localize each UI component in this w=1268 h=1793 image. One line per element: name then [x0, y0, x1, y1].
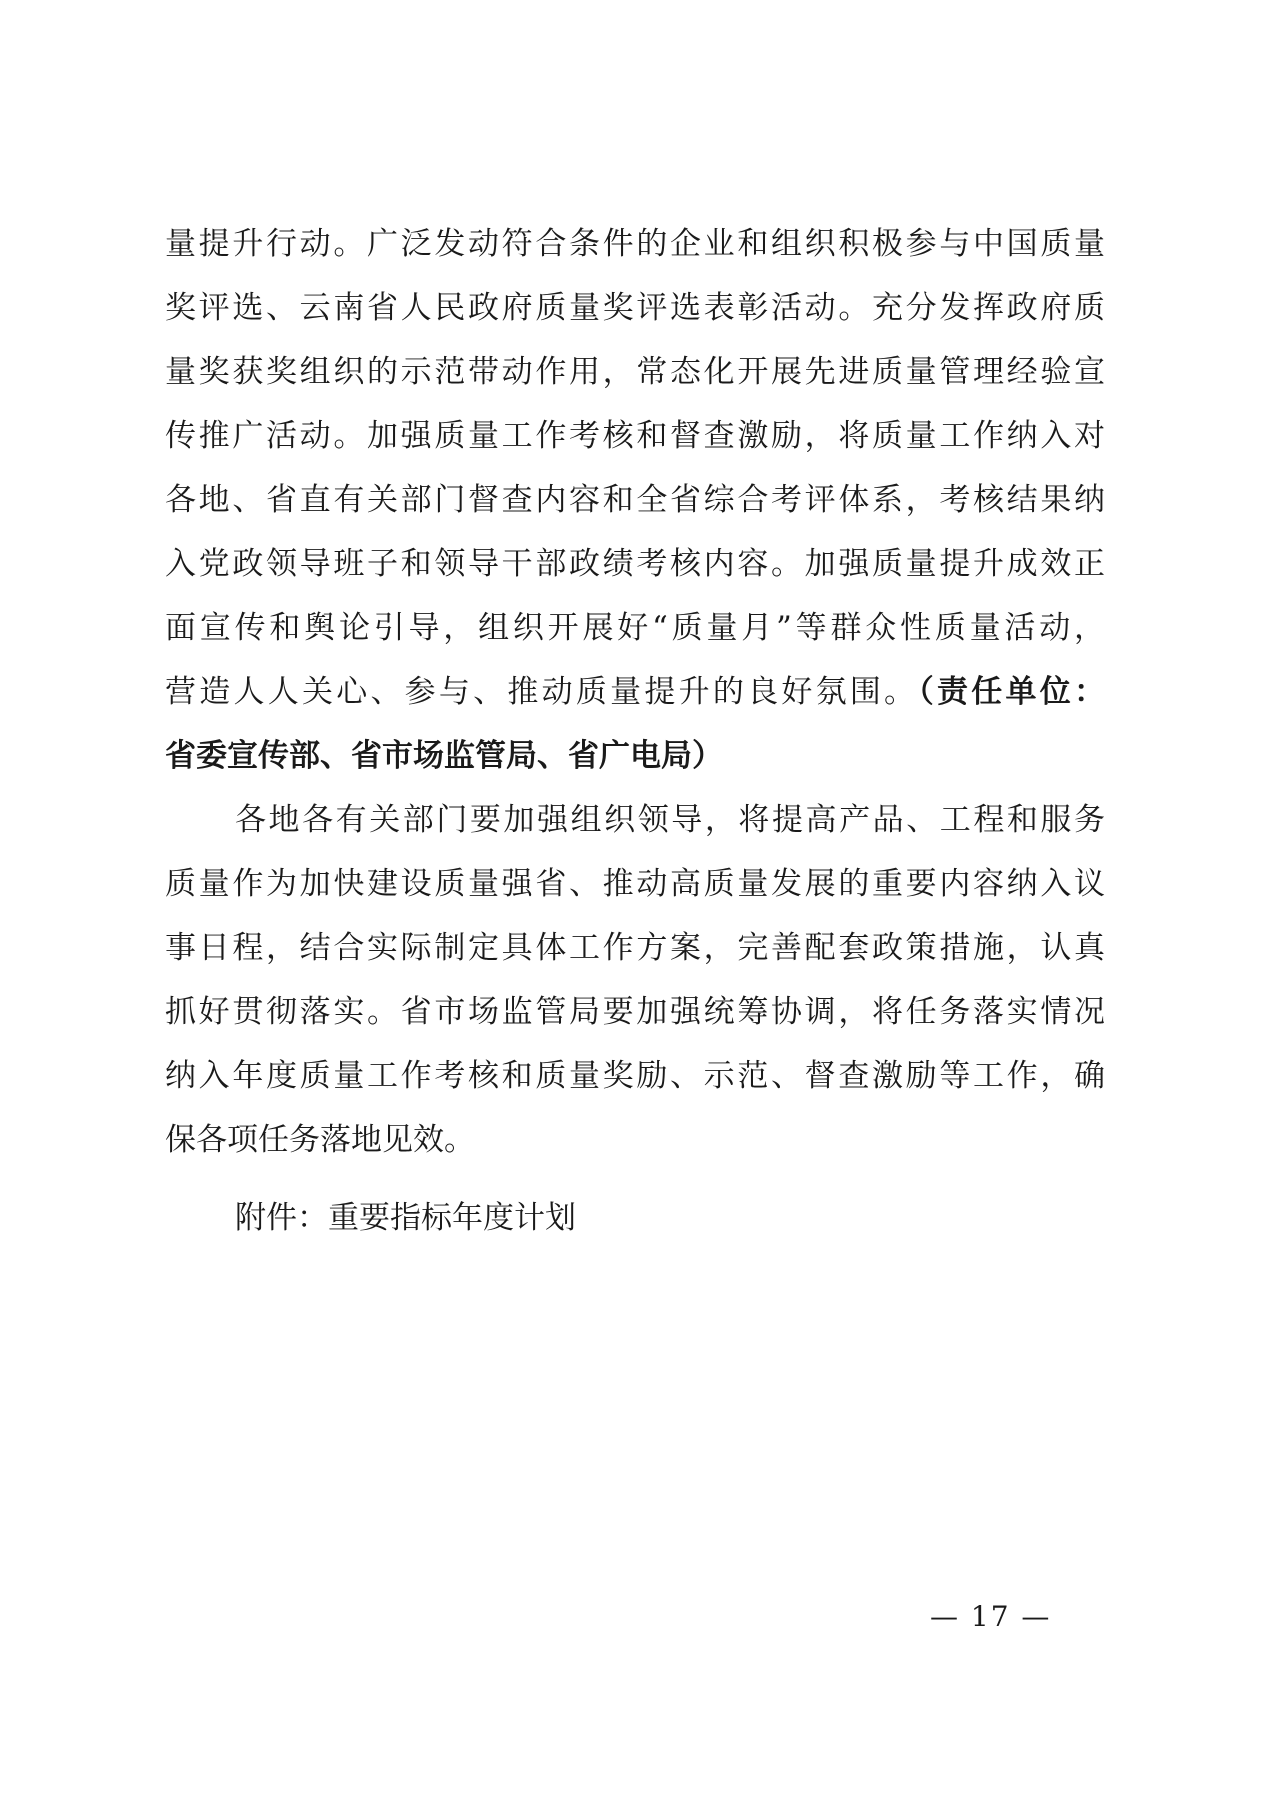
text-line-mixed — [165, 660, 1105, 724]
attachment-note: 附件：重要指标年度计划 — [235, 1200, 576, 1236]
text-plain: 营造人人关心、参与、推动质量提升的良好氛围。 — [165, 674, 919, 710]
text-line: 量奖获奖组织的示范带动作用，常态化开展先进质量管理经验宣 — [165, 354, 1105, 390]
text-line: 质量作为加快建设质量强省、推动高质量发展的重要内容纳入议 — [165, 866, 1105, 902]
text-line: 量提升行动。广泛发动符合条件的企业和组织积极参与中国质量 — [165, 226, 1105, 262]
text-line: 入党政领导班子和领导干部政绩考核内容。加强质量提升成效正 — [165, 546, 1105, 582]
document-body — [165, 212, 1105, 1172]
text-line: 纳入年度质量工作考核和质量奖励、示范、督查激励等工作，确 — [165, 1058, 1105, 1094]
text-line: 面宣传和舆论引导，组织开展好“质量月”等群众性质量活动， — [165, 610, 1105, 646]
responsibility-label: （责任单位： — [918, 674, 1105, 710]
text-line: 奖评选、云南省人民政府质量奖评选表彰活动。充分发挥政府质 — [165, 290, 1105, 326]
responsibility-units: 省委宣传部、省市场监管局、省广电局） — [165, 738, 723, 774]
text-line: 保各项任务落地见效。 — [165, 1122, 475, 1158]
text-line: 事日程，结合实际制定具体工作方案，完善配套政策措施，认真 — [165, 930, 1105, 966]
text-line: 各地各有关部门要加强组织领导，将提高产品、工程和服务 — [235, 802, 1105, 838]
page-number: — 17 — — [930, 1600, 1052, 1633]
text-line: 各地、省直有关部门督查内容和全省综合考评体系，考核结果纳 — [165, 482, 1105, 518]
text-line: 抓好贯彻落实。省市场监管局要加强统筹协调，将任务落实情况 — [165, 994, 1105, 1030]
text-line: 传推广活动。加强质量工作考核和督查激励，将质量工作纳入对 — [165, 418, 1105, 454]
